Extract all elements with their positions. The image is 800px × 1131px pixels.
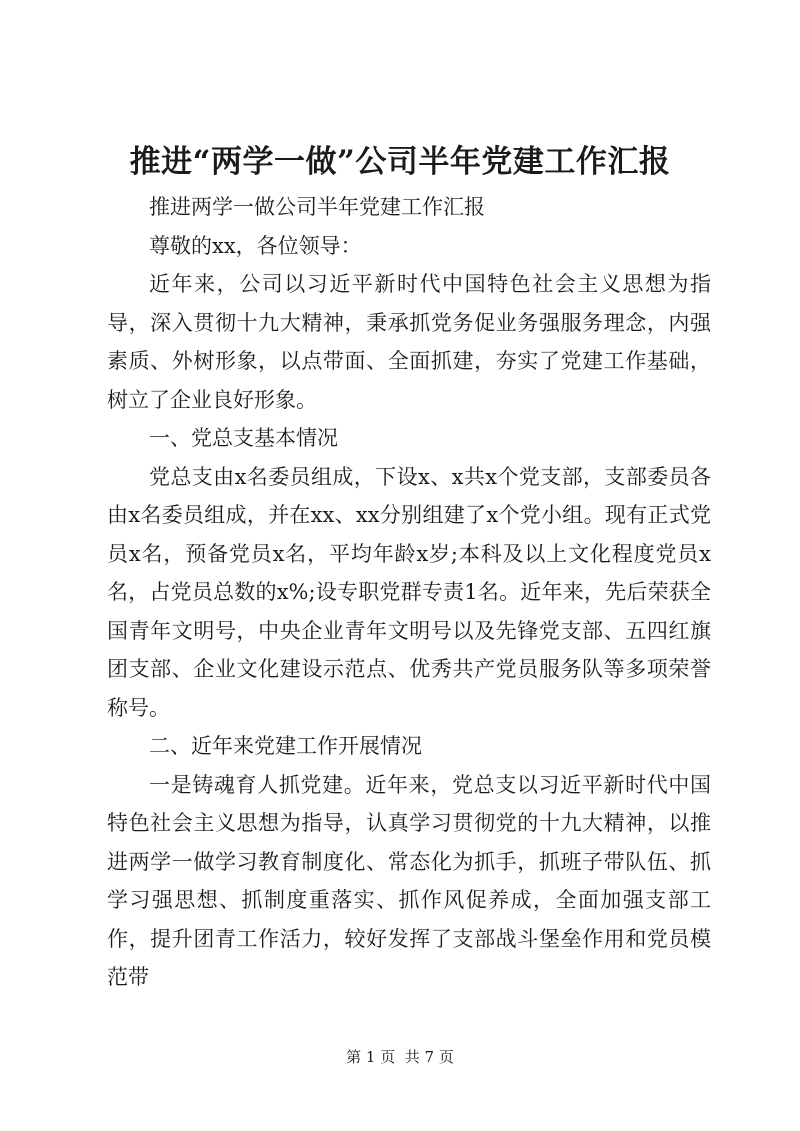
section-heading-1: 一、党总支基本情况	[149, 426, 338, 450]
paragraph-subtitle: 推进两学一做公司半年党建工作汇报	[149, 195, 485, 219]
page-number-footer: 第 1 页 共 7 页	[346, 1048, 454, 1066]
paragraph-section-1: 党总支由x名委员组成，下设x、x共x个党支部，支部委员各由x名委员组成，并在xx、xx分别组建了x个党小组。现有正式党员x名，预备党员x名，平均年龄x岁;本科及以上文化程度党员x名，占党员总数的x%;设专职党群专责1名。近年来，先后荣获全国青年文明号，中央企业青年文明号以及先锋党支部、五四红旗团支部、企业文化建设示范点、优秀共产党员服务队等多项荣誉称号。	[107, 464, 711, 720]
paragraph-intro: 近年来，公司以习近平新时代中国特色社会主义思想为指导，深入贯彻十九大精神，秉承抓党务促业务强服务理念，内强素质、外树形象，以点带面、全面抓建，夯实了党建工作基础，树立了企业良好形象。	[107, 272, 711, 412]
document-body	[107, 188, 711, 997]
paragraph-section-2: 一是铸魂育人抓党建。近年来，党总支以习近平新时代中国特色社会主义思想为指导，认真学习贯彻党的十九大精神，以推进两学一做学习教育制度化、常态化为抓手，抓班子带队伍、抓学习强思想、抓制度重落实、抓作风促养成，全面加强支部工作，提升团青工作活力，较好发挥了支部战斗堡垒作用和党员模范带	[107, 772, 711, 989]
section-heading-2: 二、近年来党建工作开展情况	[149, 734, 422, 758]
document-title: 推进“两学一做”公司半年党建工作汇报	[129, 144, 671, 180]
paragraph-salutation: 尊敬的xx，各位领导：	[149, 233, 362, 258]
